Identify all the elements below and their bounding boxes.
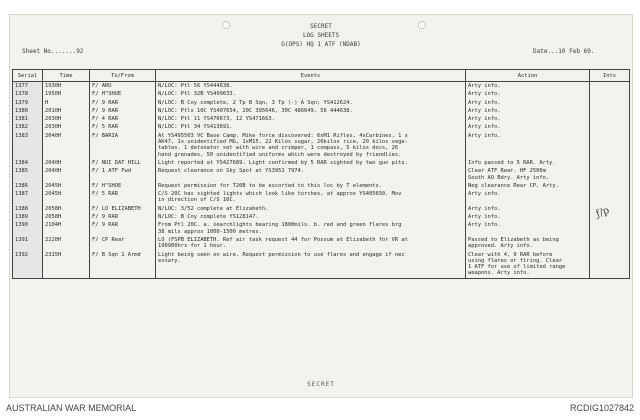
cell-events: N/LOC: Ptl 32B YS499633. <box>156 90 466 98</box>
date-label: Date... <box>533 48 559 55</box>
cell-time: 2045H <box>43 182 90 190</box>
col-action: Action <box>466 70 590 82</box>
cell-time: 2045H <box>43 190 90 205</box>
cell-serial: 1383 <box>13 132 43 159</box>
sheet-no-value: 92 <box>76 48 84 55</box>
sheet-no-label: Sheet No....... <box>22 48 77 55</box>
classification-top: SECRET <box>310 23 332 30</box>
cell-time: 2040H <box>43 132 90 159</box>
date-value: 10 Feb 69. <box>558 48 595 55</box>
cell-events: Light being seen on wire. Request permission to use flares and engage if nec essary. <box>156 251 466 279</box>
cell-action: Arty info. <box>466 205 590 213</box>
cell-action: Arty info. <box>466 213 590 221</box>
cell-events: At YS495503 VC Base Camp. Mike force discovered: 6xM1 Rifles, 4xCarbines, 1 x AK47, 1x unidentified MG, 1xM15, 22 Kilos sugar, 20kilos rice, 20 kilos vege- tables. 1 detonator set with wire and crimper, 1 compass, 5 kilos docs, 26 hand grenades, 50 unidentified uniforms which were destroyed by friendlies. <box>156 132 466 159</box>
table-row <box>13 82 630 91</box>
cell-serial: 1392 <box>13 251 43 279</box>
cell-to-from: F/ 5 RAR <box>90 123 156 131</box>
cell-time: 2315H <box>43 251 90 279</box>
cell-to-from: F/ B Sqn 1 Armd <box>90 251 156 279</box>
log-header-row <box>13 70 630 82</box>
cell-action: Info passed to 5 RAR. Arty. <box>466 159 590 167</box>
cell-serial: 1384 <box>13 159 43 167</box>
table-row <box>13 236 630 251</box>
col-events: Events <box>156 70 466 82</box>
cell-action: Neg clearance Rear CP. Arty. <box>466 182 590 190</box>
cell-to-from: F/ H"SHOE <box>90 182 156 190</box>
cell-to-from: F/ 9 RAR <box>90 107 156 115</box>
table-row <box>13 107 630 115</box>
cell-time: 2058H <box>43 205 90 213</box>
cell-events: Light reported at YS427689. Light confirmed by 5 RAR sighted by two gun pits. <box>156 159 466 167</box>
cell-serial: 1385 <box>13 167 43 182</box>
cell-ints <box>590 159 630 167</box>
log-title-line1: LOG SHEETS <box>302 32 340 39</box>
cell-to-from: F/ 1 ATF Fwd <box>90 167 156 182</box>
col-time: Time <box>43 70 90 82</box>
cell-serial: 1382 <box>13 123 43 131</box>
cell-serial: 1378 <box>13 90 43 98</box>
cell-to-from: F/ BARIA <box>90 132 156 159</box>
table-row <box>13 251 630 279</box>
table-row <box>13 115 630 123</box>
sheet-date <box>533 48 594 55</box>
cell-ints <box>590 190 630 205</box>
cell-serial: 1390 <box>13 221 43 236</box>
cell-ints <box>590 107 630 115</box>
cell-ints <box>590 99 630 107</box>
cell-serial: 1380 <box>13 107 43 115</box>
cell-time: 2058H <box>43 213 90 221</box>
cell-action: Arty info. <box>466 90 590 98</box>
cell-events: LO (FSPB ELIZABETH. Ref air task request 44 for Possum at Elizabeth for VR at 190900hrs for 1 hour. <box>156 236 466 251</box>
archive-reference: RCDIG1027842 <box>569 403 634 413</box>
cell-action: Arty info. <box>466 82 590 91</box>
cell-time: 2040H <box>43 167 90 182</box>
cell-ints <box>590 123 630 131</box>
cell-time: 2040H <box>43 159 90 167</box>
cell-ints <box>590 167 630 182</box>
sheet-number <box>22 48 83 55</box>
cell-events: N/LOC: B Coy complete YS128147. <box>156 213 466 221</box>
cell-serial: 1391 <box>13 236 43 251</box>
cell-ints <box>590 132 630 159</box>
cell-events: N/LOC: Ptl 56 YS444638. <box>156 82 466 91</box>
cell-action: Arty info. <box>466 99 590 107</box>
cell-to-from: F/ 5 RAR <box>90 190 156 205</box>
cell-ints <box>590 82 630 91</box>
cell-serial: 1386 <box>13 182 43 190</box>
cell-events: N/LOC: 3/52 complete at Elizabeth. <box>156 205 466 213</box>
table-row <box>13 123 630 131</box>
cell-action: Passed to Elizabeth as being approved. Arty info. <box>466 236 590 251</box>
cell-action: Clear with 4, 9 RAR before using flares or firing. Clear 1 ATF for use of limited range weapons. Arty info. <box>466 251 590 279</box>
col-to-from: To/From <box>90 70 156 82</box>
cell-serial: 1377 <box>13 82 43 91</box>
table-row <box>13 159 630 167</box>
cell-ints <box>590 221 630 236</box>
table-row <box>13 90 630 98</box>
cell-to-from: F/ 9 RAR <box>90 221 156 236</box>
log-title-line2: G(OPS) HQ 1 ATF (NDAB) <box>281 41 361 48</box>
cell-to-from: F/ ARU <box>90 82 156 91</box>
cell-events: N/LOC: Ptl 34 YS413691. <box>156 123 466 131</box>
cell-time: 2030H <box>43 123 90 131</box>
log-sheet <box>9 14 633 398</box>
cell-action: Arty info. <box>466 123 590 131</box>
cell-to-from: F/ H"SHOE <box>90 90 156 98</box>
table-row <box>13 205 630 213</box>
cell-action: Arty info. <box>466 115 590 123</box>
cell-events: N/LOC: Ptl 11 YS476673, 12 YS471663. <box>156 115 466 123</box>
cell-time: 1950H <box>43 90 90 98</box>
table-row <box>13 213 630 221</box>
cell-events: N/LOC: B Coy complete, 2 Tp B Sqn, 3 Tp (-) A Sqn; YS412624. <box>156 99 466 107</box>
classification-bottom: SECRET <box>307 381 335 388</box>
col-ints: Ints <box>590 70 630 82</box>
cell-serial: 1381 <box>13 115 43 123</box>
cell-ints <box>590 115 630 123</box>
cell-time: 1930H <box>43 82 90 91</box>
cell-to-from: F/ 9 RAR <box>90 99 156 107</box>
table-row <box>13 190 630 205</box>
cell-events: Request clearance on Sky Spot at YS3951 7974. <box>156 167 466 182</box>
col-serial: Serial <box>13 70 43 82</box>
cell-time: 2030H <box>43 115 90 123</box>
cell-action: Arty info. <box>466 221 590 236</box>
table-row <box>13 132 630 159</box>
cell-events: Request permission for T20B to be escorted to this loc by T elements. <box>156 182 466 190</box>
cell-to-from: F/ NUI DAT HILL <box>90 159 156 167</box>
cell-ints <box>590 251 630 279</box>
cell-ints <box>590 182 630 190</box>
log-table <box>12 69 630 279</box>
handwritten-initials: ƒ/p <box>594 205 611 220</box>
cell-serial: 1389 <box>13 213 43 221</box>
cell-action: Arty info. <box>466 132 590 159</box>
cell-time: 2220H <box>43 236 90 251</box>
cell-to-from: F/ 9 RAR <box>90 213 156 221</box>
cell-serial: 1388 <box>13 205 43 213</box>
cell-serial: 1379 <box>13 99 43 107</box>
table-row <box>13 182 630 190</box>
cell-events: C/S 20C has sighted lights which look like torches, at approx YS405650. Mov in direction of C/S 10C. <box>156 190 466 205</box>
cell-time: 2104H <box>43 221 90 236</box>
cell-action: Arty info. <box>466 190 590 205</box>
cell-to-from: F/ 4 RAR <box>90 115 156 123</box>
archive-credit: AUSTRALIAN WAR MEMORIAL <box>6 403 137 413</box>
cell-action: Clear ATF Rear. HF 2500m South AO Bdry. Arty info. <box>466 167 590 182</box>
cell-action: Arty info. <box>466 107 590 115</box>
table-row <box>13 99 630 107</box>
cell-time: 2010H <box>43 107 90 115</box>
table-row <box>13 167 630 182</box>
cell-to-from: F/ LO ELIZABETH <box>90 205 156 213</box>
cell-time: H <box>43 99 90 107</box>
cell-ints <box>590 236 630 251</box>
cell-serial: 1387 <box>13 190 43 205</box>
cell-ints <box>590 90 630 98</box>
cell-to-from: F/ CP Rear <box>90 236 156 251</box>
cell-events: From Ptl 20C. a. searchlights bearing 1800mils. b. red and green flares brg 38 mils approx 1000-1500 metres. <box>156 221 466 236</box>
table-row <box>13 221 630 236</box>
cell-events: N/LOC: Ptls 10C YS407654, 20C 395646, 30C 486649, 56 444638. <box>156 107 466 115</box>
